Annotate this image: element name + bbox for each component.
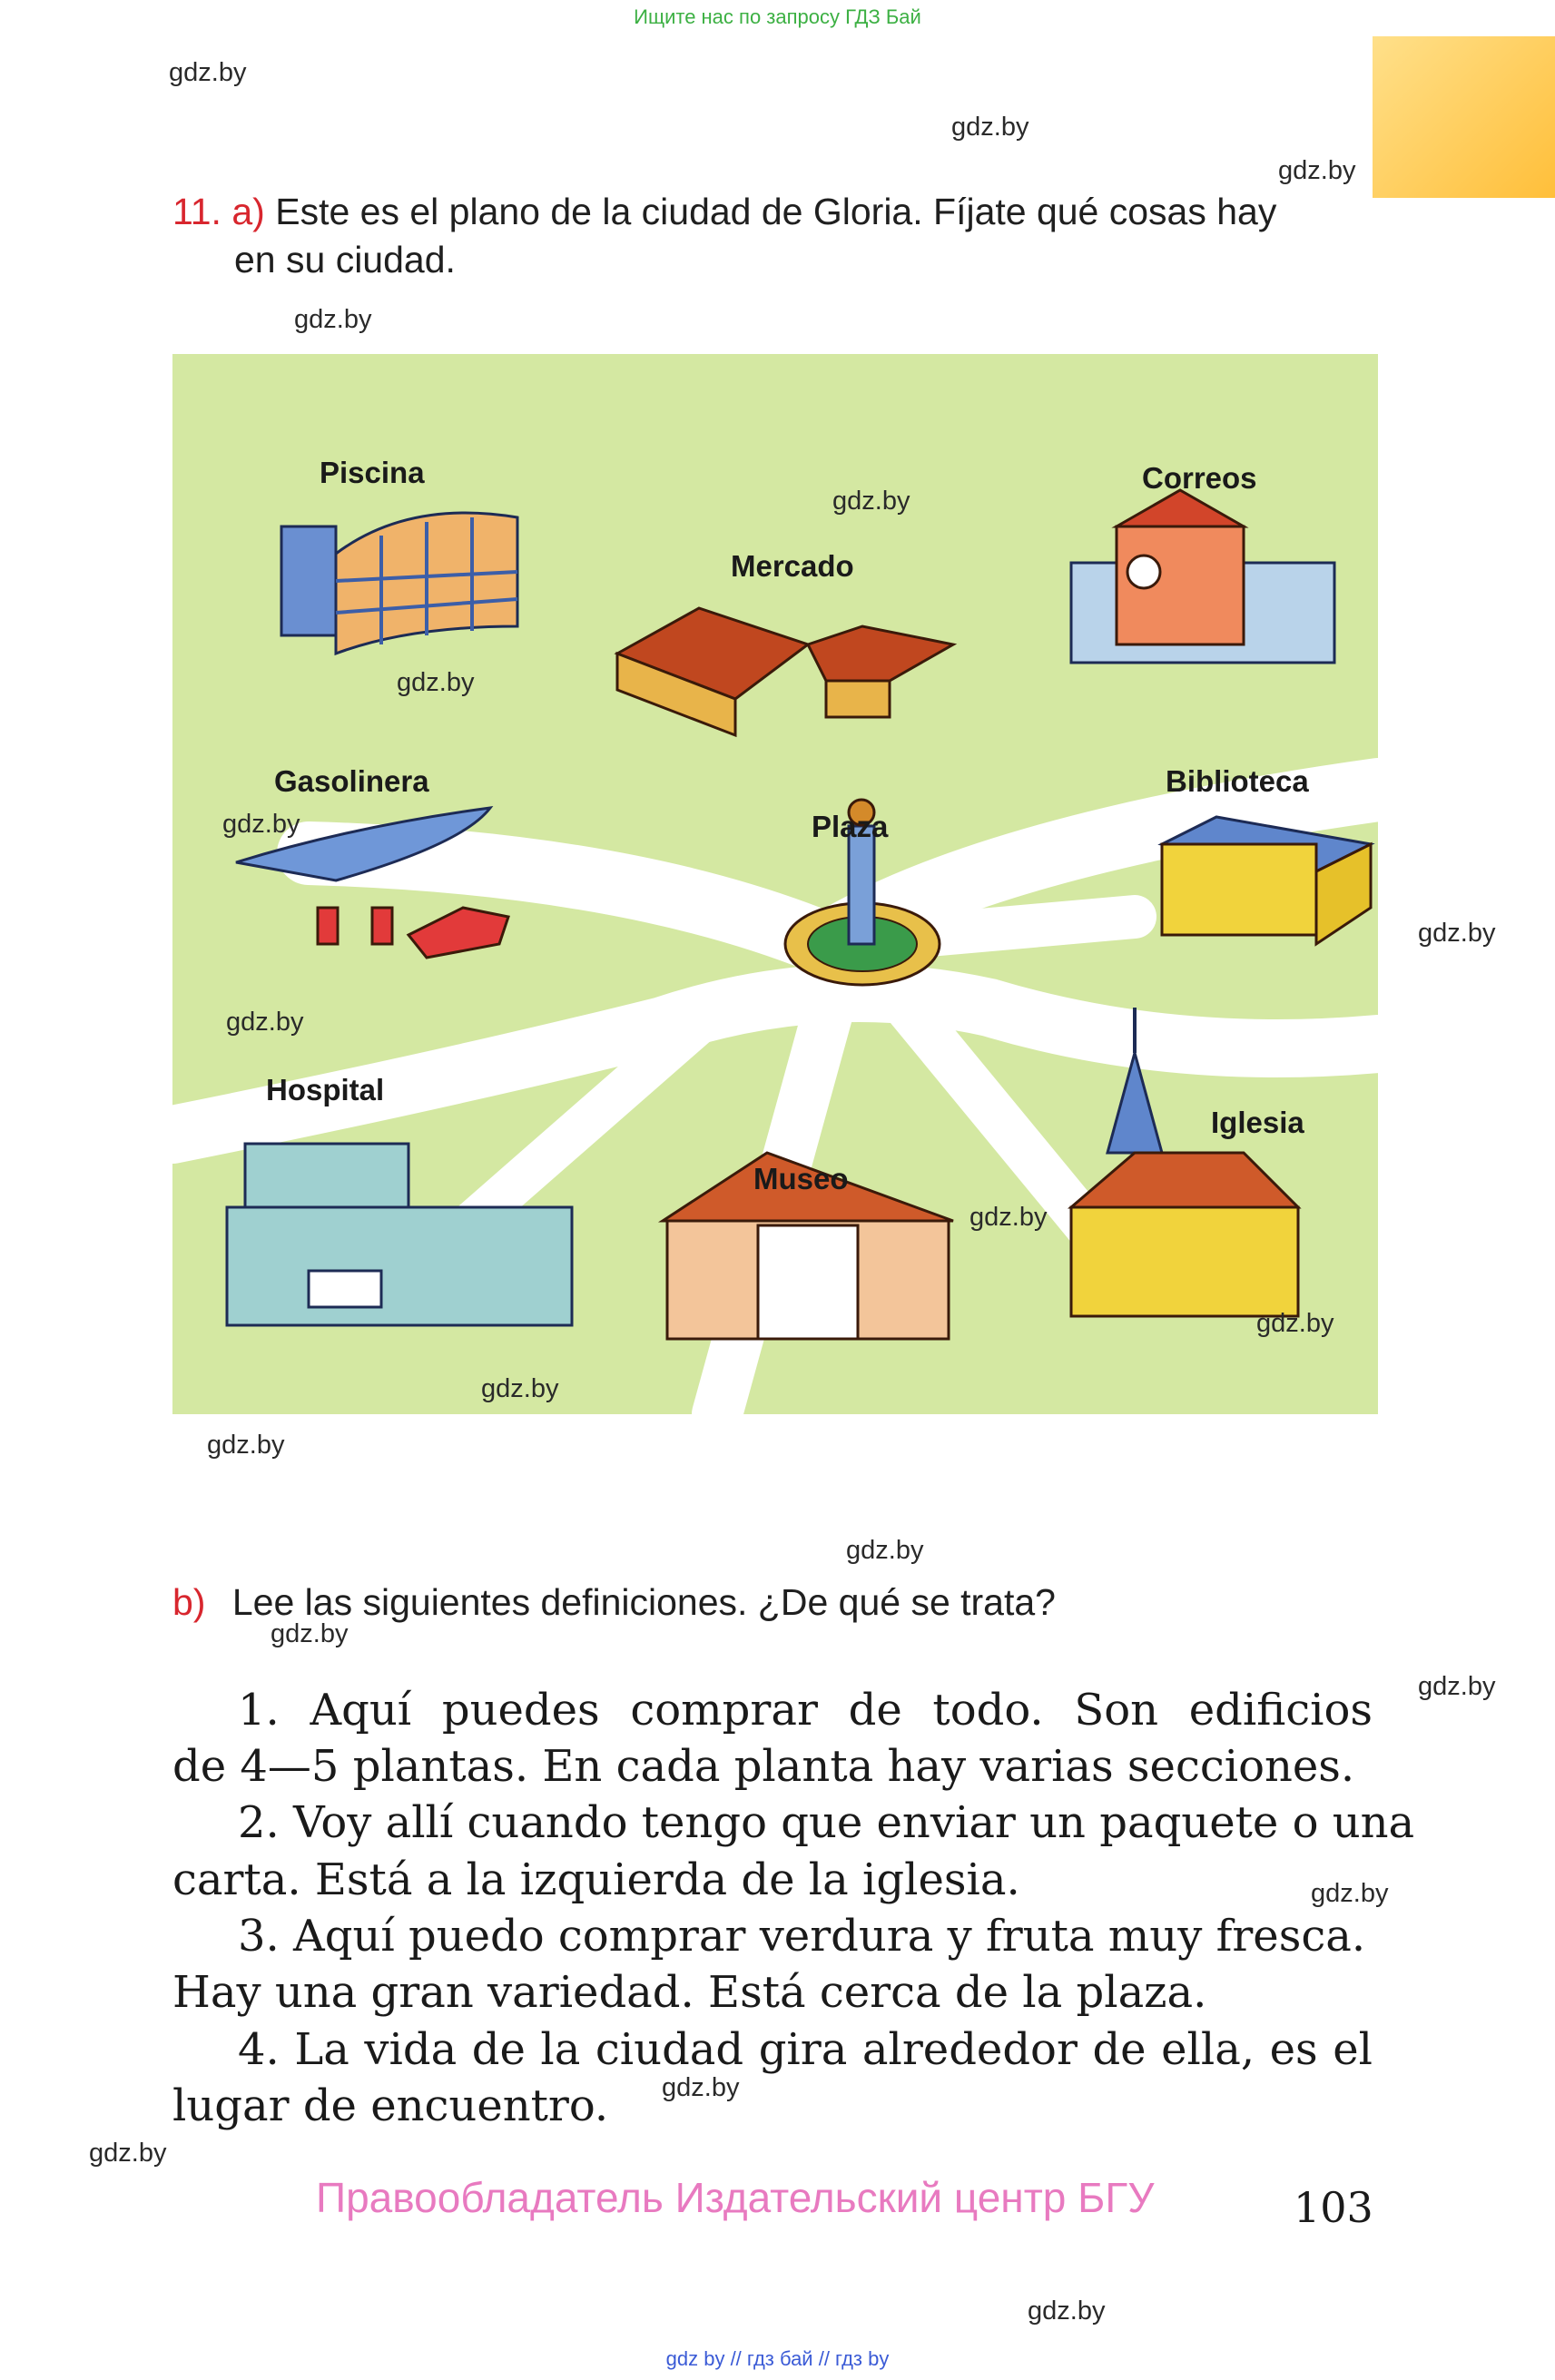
watermark: gdz.by bbox=[207, 1431, 285, 1460]
copyright-notice: Правообладатель Издательский центр БГУ bbox=[316, 2174, 1155, 2221]
watermark: gdz.by bbox=[951, 113, 1029, 142]
part-a-marker: a) bbox=[231, 191, 265, 232]
footer-links[interactable]: gdz by // гдз бай // гдз by bbox=[665, 2347, 890, 2370]
definition-line-7: 4. La vida de la ciudad gira alrededor de ella, es el bbox=[238, 2024, 1373, 2075]
definition-line-3: 2. Voy allí cuando tengo que enviar un paquete o una bbox=[238, 1797, 1415, 1848]
label-iglesia: Iglesia bbox=[1211, 1106, 1304, 1139]
watermark: gdz.by bbox=[481, 1374, 559, 1403]
watermark: gdz.by bbox=[89, 2139, 167, 2168]
label-gasolinera: Gasolinera bbox=[274, 764, 429, 798]
definition-line-8: lugar de encuentro. bbox=[172, 2080, 609, 2131]
part-a-line-1: Este es el plano de la ciudad de Gloria. Fíjate qué cosas hay bbox=[275, 191, 1277, 232]
definition-line-4: carta. Está a la izquierda de la iglesia. bbox=[172, 1854, 1020, 1905]
label-biblioteca: Biblioteca bbox=[1166, 764, 1309, 798]
watermark: gdz.by bbox=[294, 305, 372, 334]
label-hospital: Hospital bbox=[266, 1073, 385, 1106]
watermark: gdz.by bbox=[1418, 919, 1496, 948]
watermark: gdz.by bbox=[1311, 1879, 1389, 1908]
part-b bbox=[172, 1581, 1056, 1624]
watermark: gdz.by bbox=[1418, 1672, 1496, 1701]
corner-tab bbox=[1373, 36, 1555, 198]
watermark: gdz.by bbox=[226, 1008, 304, 1037]
watermark: gdz.by bbox=[846, 1536, 924, 1565]
exercise-number: 11. bbox=[172, 191, 221, 232]
watermark: gdz.by bbox=[1028, 2296, 1106, 2326]
watermark: gdz.by bbox=[271, 1619, 349, 1648]
label-piscina: Piscina bbox=[320, 456, 425, 489]
watermark: gdz.by bbox=[169, 58, 247, 87]
watermark: gdz.by bbox=[397, 668, 475, 697]
correos-building bbox=[1071, 490, 1334, 663]
definition-line-5: 3. Aquí puedo comprar verdura y fruta muy fresca. bbox=[238, 1911, 1366, 1962]
top-banner[interactable]: Ищите нас по запросу ГДЗ Бай bbox=[634, 5, 921, 28]
label-mercado: Mercado bbox=[731, 549, 854, 583]
watermark: gdz.by bbox=[1256, 1309, 1334, 1338]
watermark: gdz.by bbox=[662, 2073, 740, 2102]
label-correos: Correos bbox=[1142, 461, 1257, 495]
watermark: gdz.by bbox=[832, 487, 910, 516]
mercado-building bbox=[617, 608, 953, 735]
definition-line-2: de 4—5 plantas. En cada planta hay varias secciones. bbox=[172, 1741, 1355, 1792]
page-number: 103 bbox=[1294, 2183, 1373, 2232]
city-map bbox=[172, 354, 1378, 1414]
label-museo: Museo bbox=[753, 1162, 849, 1195]
watermark: gdz.by bbox=[222, 810, 300, 839]
label-plaza: Plaza bbox=[812, 810, 889, 843]
part-b-marker: b) bbox=[172, 1581, 206, 1623]
map-illustration bbox=[172, 354, 1378, 1414]
watermark: gdz.by bbox=[1278, 156, 1356, 185]
biblioteca-building bbox=[1162, 817, 1371, 944]
definition-line-1: 1. Aquí puedes comprar de todo. Son edificios bbox=[238, 1685, 1373, 1736]
definition-line-6: Hay una gran variedad. Está cerca de la plaza. bbox=[172, 1967, 1207, 2018]
part-b-text: Lee las siguientes definiciones. ¿De qué se trata? bbox=[231, 1581, 1056, 1623]
exercise-heading bbox=[172, 191, 1276, 233]
watermark: gdz.by bbox=[969, 1203, 1048, 1232]
part-a-line-2: en su ciudad. bbox=[234, 239, 456, 280]
piscina-building bbox=[281, 513, 517, 654]
